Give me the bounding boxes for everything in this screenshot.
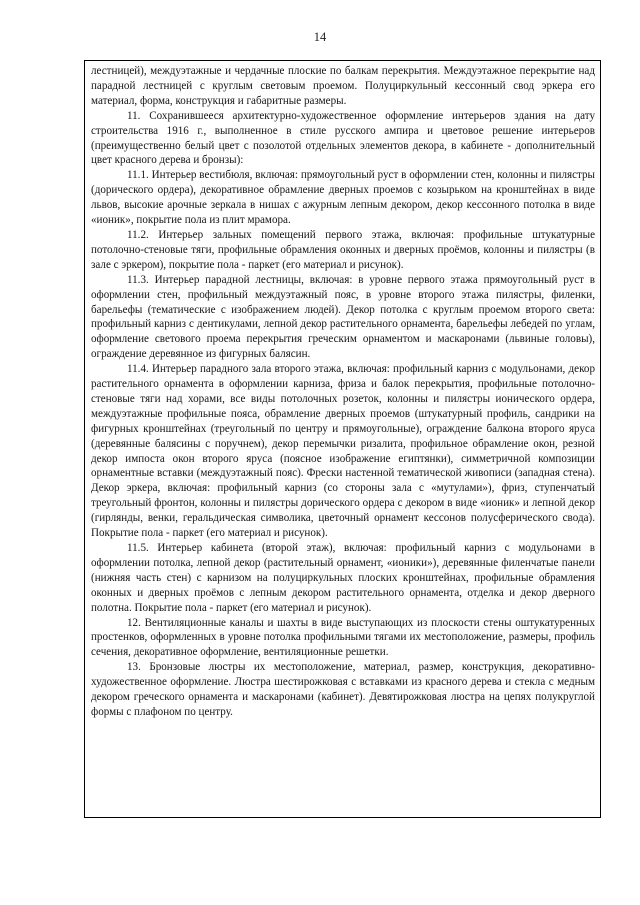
- paragraph-item-11-2: 11.2. Интерьер зальных помещений первого этажа, включая: профильные штукатурные потолочно-стеновые тяги, профильные обрамления оконных и дверных проёмов, колонны и пилястры (в зале с эркером), покрытие пола - паркет (его материал и рисунок).: [91, 228, 595, 271]
- paragraph-item-11-1: 11.1. Интерьер вестибюля, включая: прямоугольный руст в оформлении стен, колонны и пилястры (дорического ордера), декоративное обрамление дверных проемов с козырьком на кронштейнах в виде львов, высокие арочные зеркала в нишах с ажурным лепным декором, декор кессонного потолка в виде «ионик», покрытие пола из плит мрамора.: [91, 169, 595, 227]
- paragraph-item-11: 11. Сохранившееся архитектурно-художественное оформление интерьеров здания на дату строительства 1916 г., выполненное в стиле русского ампира и цветовое решение интерьеров (преимущественно белый цвет с позолотой отдельных элементов декора, в кабинете - дополнительный цвет красного дерева и бронзы):: [91, 109, 595, 167]
- paragraph-item-13: 13. Бронзовые люстры их местоположение, материал, размер, конструкция, декоративно-художественное оформление. Люстра шестирожковая с вставками из красного дерева и стекла с медным декором греческого орнамента и маскаронами (кабинет). Девятирожковая люстра на цепях полукруглой формы с плафоном по центру.: [91, 661, 595, 718]
- paragraph-item-11-4: 11.4. Интерьер парадного зала второго этажа, включая: профильный карниз с модульонами, декор растительного орнамента в оформлении карниза, фриза и балок перекрытия, профильные потолочно-стеновые тяги над хорами, все виды потолочных розеток, колонны и пилястры ионического ордера, междуэтажные профильные пояса, обрамление дверных проемов (штукатурный профиль, сандрики на фигурных кронштейнах (треугольный по центру и прямоугольные), ограждение балкона второго яруса (деревянные балясины с поручнем), декор перемычки ризалита, профильное обрамление окон, резной декор импоста окон второго яруса (поясное изображение египтянки), симметричной композиции орнаментные вставки (междуэтажный пояс). Фрески настенной тематической живописи (западная стена). Декор эркера, включая: профильный карниз (со стороны зала с «мутулами»), фриз, ступенчатый треугольный фронтон, колонны и пилястры дорического ордера с декором в виде «ионик» и лепной декор (гирлянды, венки, геральдическая символика, цветочный орнамент кессонов полусферического свода). Покрытие пола - паркет (его материал и рисунок).: [91, 363, 595, 540]
- paragraph-item-11-3: 11.3. Интерьер парадной лестницы, включая: в уровне первого этажа прямоугольный руст в оформлении стен, профильный междуэтажный пояс, в уровне второго этажа пилястры, филенки, барельефы (тематические с изображением людей). Декор потолка с круглым проемом второго света: профильный карниз с дентикулами, лепной декор растительного орнамента, барельефы лебедей по углам, оформление светового проема перекрытия греческим орнаментом и маскаронами (львиные головы), ограждение деревянное из фигурных балясин.: [91, 273, 595, 361]
- page-number: 14: [313, 30, 327, 44]
- paragraph-item-12: 12. Вентиляционные каналы и шахты в виде выступающих из плоскости стены оштукатуренных простенков, оформленных в уровне потолка профильными тягами их местоположение, размеры, профиль сечения, декоративное оформление, вентиляционные решетки.: [91, 616, 595, 659]
- paragraph: лестницей), междуэтажные и чердачные плоские по балкам перекрытия. Междуэтажное перекрытие над парадной лестницей с круглым световым проемом. Полуциркульный кессонный свод эркера его материал, форма, конструкция и габаритные размеры.: [91, 65, 595, 107]
- paragraph-item-11-5: 11.5. Интерьер кабинета (второй этаж), включая: профильный карниз с модульонами в оформлении потолка, лепной декор (растительный орнамент, «ионики»), деревянные филенчатые панели (нижняя часть стен) с карнизом на полуциркульных плоских кронштейнах, профильные обрамления оконных и дверных проёмов с лепным декором растительного орнамента, отделка и декор дверного полотна. Покрытие пола - паркет (его материал и рисунок).: [91, 542, 595, 614]
- document-frame: [84, 60, 601, 818]
